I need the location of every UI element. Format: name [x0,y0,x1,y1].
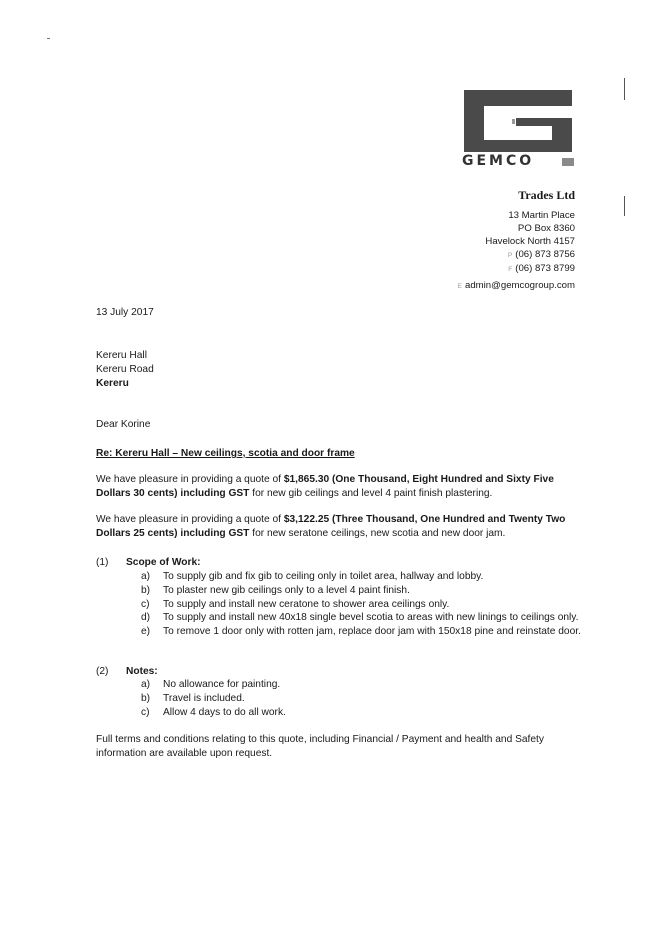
list-item-letter: c) [141,707,150,718]
paragraph-text: for new gib ceilings and level 4 paint finish plastering. [249,488,493,499]
scan-edge-mark [624,196,625,216]
quote-paragraph-1 [96,473,586,501]
company-address [458,210,575,294]
email-label: E [457,282,462,290]
address-line: 13 Martin Place [508,210,575,221]
list-item-letter: a) [141,679,151,690]
quote-amount: $3,122.25 (Three Thousand, One Hundred and Twenty Two Dollars 25 cents) including GST [96,514,566,539]
scan-edge-mark [624,78,625,100]
recipient-line: Kereru [96,378,129,389]
paragraph-text: for new seratone ceilings, new scotia and new door jam. [249,528,506,539]
scan-dot [47,38,50,39]
greeting: Dear Korine [96,419,151,430]
brand-wordmark: GEMCO [462,153,535,169]
wordmark-bar [562,158,574,166]
quote-amount: $1,865.30 (One Thousand, Eight Hundred and Sixty Five Dollars 30 cents) including GST [96,474,554,499]
recipient-line: Kereru Road [96,364,154,375]
list-item: To supply gib and fix gib to ceiling only in toilet area, hallway and lobby. [163,571,484,582]
list-item: To supply and install new 40x18 single bevel scotia to areas with new linings to ceilings only. [163,612,579,623]
fax-number: (06) 873 8799 [515,263,575,275]
list-item: To plaster new gib ceilings only to a level 4 paint finish. [163,585,410,596]
list-item-letter: e) [141,626,151,637]
section-title: Notes: [126,666,158,677]
paragraph-text: We have pleasure in providing a quote of [96,474,284,485]
address-line: Havelock North 4157 [485,235,575,247]
fax-line [458,263,575,277]
closing-paragraph: Full terms and conditions relating to this quote, including Financial / Payment and health and Safety information are available upon request. [96,734,544,759]
list-item: Allow 4 days to do all work. [163,707,286,718]
section-number: (2) [96,666,109,677]
list-item-letter: b) [141,693,151,704]
company-name: Trades Ltd [518,188,575,202]
recipient-line: Kereru Hall [96,350,147,361]
recipient-address [96,349,154,391]
list-item-letter: c) [141,599,150,610]
address-line: PO Box 8360 [517,222,575,234]
section-title: Scope of Work: [126,557,201,568]
paragraph-text: We have pleasure in providing a quote of [96,514,284,525]
list-item: To supply and install new ceratone to shower area ceilings only. [163,599,450,610]
list-item-letter: b) [141,585,151,596]
fax-label: F [508,266,513,274]
list-item: Travel is included. [163,693,245,704]
letter-date: 13 July 2017 [96,307,154,318]
section-number: (1) [96,557,109,568]
gemco-logo [460,88,576,172]
list-item: No allowance for painting. [163,679,281,690]
list-item: To remove 1 door only with rotten jam, replace door jam with 150x18 pine and reinstate door. [163,626,581,637]
email-address: admin@gemcogroup.com [465,279,575,291]
phone-label: P [507,252,513,260]
quote-paragraph-2 [96,513,586,541]
list-item-letter: d) [141,612,151,623]
phone-number: (06) 873 8756 [515,249,575,261]
email-line [458,280,575,294]
list-item-letter: a) [141,571,151,582]
phone-line [458,249,575,263]
subject-line: Re: Kereru Hall – New ceilings, scotia and door frame [96,448,355,459]
